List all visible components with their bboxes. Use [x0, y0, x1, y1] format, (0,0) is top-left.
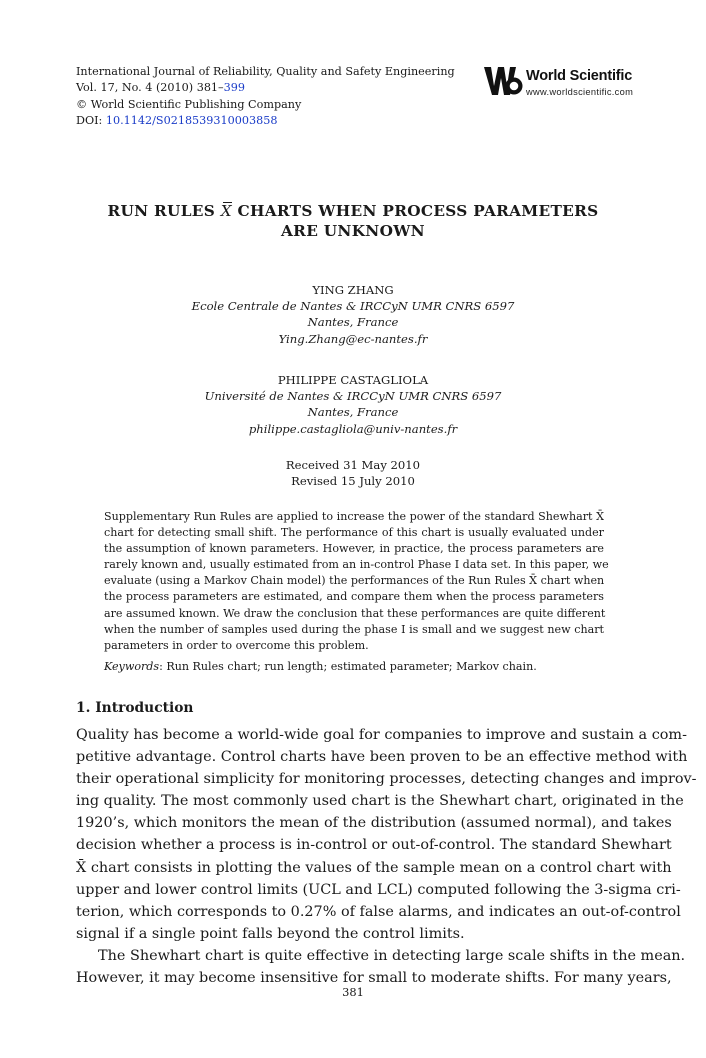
author-block-1	[60, 282, 646, 347]
body-line: ing quality. The most commonly used chart is the Shewhart chart, originated in the	[76, 793, 684, 810]
copyright: © World Scientific Publishing Company	[76, 97, 302, 111]
body-line: decision whether a process is in-control or out-of-control. The standard Shewhart	[76, 837, 672, 854]
publisher-logo	[483, 64, 633, 100]
revised-date: Revised 15 July 2010	[291, 474, 415, 489]
paper-title	[60, 201, 646, 241]
author-affiliation: Université de Nantes & IRCCyN UMR CNRS 6597	[204, 389, 502, 404]
body-line: their operational simplicity for monitoring processes, detecting changes and improv-	[76, 771, 697, 788]
author-location: Nantes, France	[307, 315, 399, 330]
world-scientific-logo-icon	[483, 64, 523, 98]
publisher-url: www.worldscientific.com	[526, 87, 634, 97]
author-name: PHILIPPE CASTAGLIOLA	[277, 373, 429, 387]
xbar-symbol: X	[220, 202, 232, 220]
title-line-2: ARE UNKNOWN	[281, 222, 425, 240]
publisher-name: World Scientific	[526, 68, 633, 84]
body-line: 1920’s, which monitors the mean of the distribution (assumed normal), and takes	[76, 815, 672, 832]
body-line: signal if a single point falls beyond the control limits.	[76, 925, 465, 942]
keywords-text: : Run Rules chart; run length; estimated parameter; Markov chain.	[159, 660, 537, 673]
abstract-line: the assumption of known parameters. However, in practice, the process parameters are	[104, 542, 604, 556]
body-line: However, it may become insensitive for small to moderate shifts. For many years,	[76, 970, 672, 987]
author-email[interactable]: Ying.Zhang@ec-nantes.fr	[278, 331, 428, 346]
title-text-b: CHARTS WHEN PROCESS PARAMETERS	[231, 202, 599, 220]
journal-name: International Journal of Reliability, Quality and Safety Engineering	[76, 65, 455, 78]
author-location: Nantes, France	[307, 405, 399, 420]
body-line: The Shewhart chart is quite effective in detecting large scale shifts in the mean.	[98, 947, 686, 964]
body-line: petitive advantage. Control charts have been proven to be an effective method with	[76, 749, 688, 766]
body-line: X̄ chart consists in plotting the values of the sample mean on a control chart with	[76, 859, 672, 876]
abstract-line: parameters in order to overcome this problem.	[104, 638, 369, 652]
abstract-line: evaluate (using a Markov Chain model) the performances of the Run Rules X̄ chart when	[104, 574, 605, 588]
page-number: 381	[342, 985, 364, 999]
body-line: upper and lower control limits (UCL and LCL) computed following the 3-sigma cri-	[76, 881, 681, 898]
end-page-link[interactable]: 399	[223, 81, 246, 95]
body-line: terion, which corresponds to 0.27% of false alarms, and indicates an out-of-control	[76, 903, 681, 920]
abstract-line: chart for detecting small shift. The performance of this chart is usually evaluated under	[104, 526, 604, 540]
abstract-line: are assumed known. We draw the conclusion that these performances are quite different	[104, 606, 606, 620]
abstract-line: Supplementary Run Rules are applied to increase the power of the standard Shewhart X̄	[104, 510, 604, 523]
abstract-line: rarely known and, usually estimated from an in-control Phase I data set. In this paper, we	[104, 558, 609, 572]
received-date: Received 31 May 2010	[285, 458, 421, 472]
doi-link[interactable]: 10.1142/S0218539310003858	[105, 113, 278, 127]
abstract-line: the process parameters are estimated, and compare them when the process parameters	[104, 590, 604, 604]
title-line-1	[60, 201, 646, 221]
dates-block	[60, 457, 646, 489]
doi	[76, 113, 455, 129]
author-affiliation: Ecole Centrale de Nantes & IRCCyN UMR CNRS 6597	[191, 299, 515, 314]
abstract-line: when the number of samples used during the phase I is small and we suggest new chart	[104, 622, 604, 636]
abstract	[104, 509, 609, 654]
volume-text: Vol. 17, No. 4 (2010) 381–	[76, 81, 224, 95]
author-name: YING ZHANG	[312, 283, 394, 297]
body-line: Quality has become a world-wide goal for companies to improve and sustain a com-	[76, 727, 687, 743]
section-heading: 1. Introduction	[76, 700, 194, 716]
keywords	[104, 660, 537, 673]
journal-volume	[76, 80, 455, 96]
author-block-2	[60, 372, 646, 437]
keywords-label: Keywords	[104, 660, 160, 673]
journal-header	[76, 64, 455, 129]
author-email[interactable]: philippe.castagliola@univ-nantes.fr	[248, 421, 458, 436]
doi-label: DOI:	[76, 113, 106, 127]
title-text-a: RUN RULES	[107, 202, 221, 220]
body-text	[76, 724, 697, 989]
